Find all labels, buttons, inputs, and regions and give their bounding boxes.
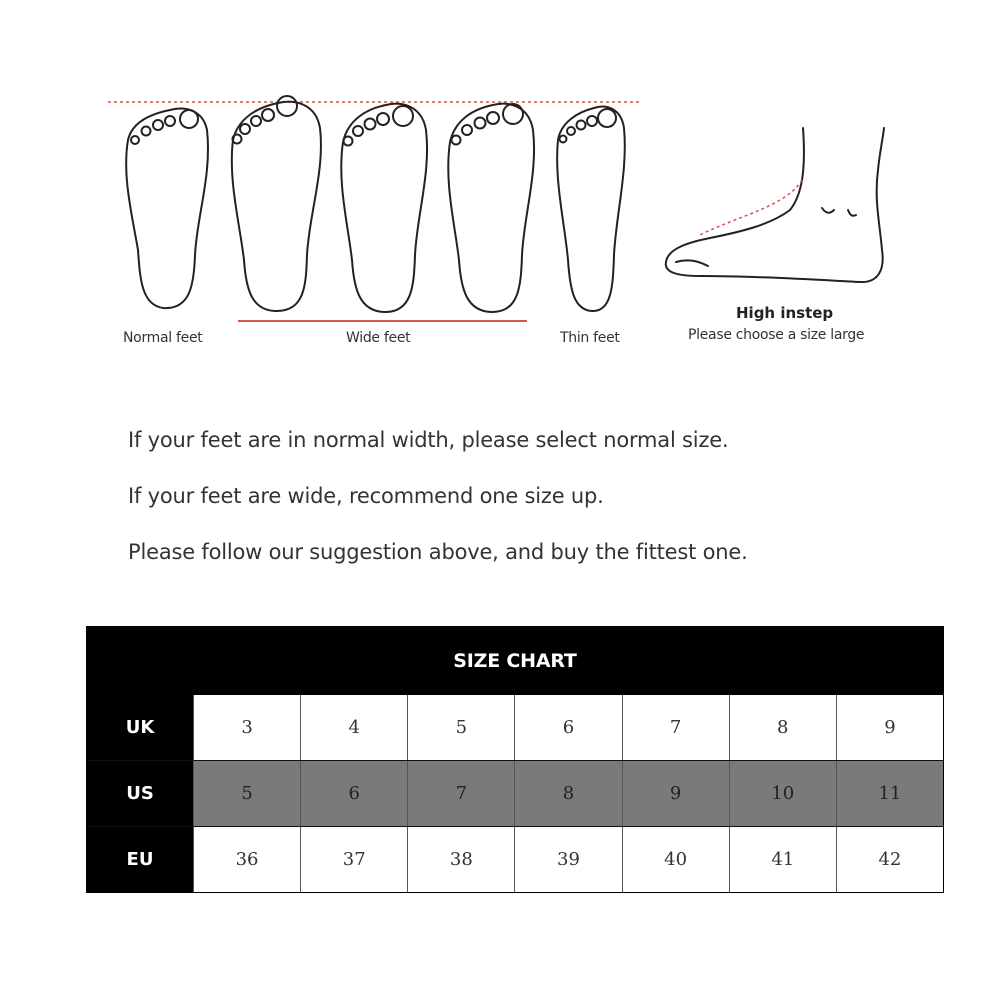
size-chart-table [86,626,944,893]
foot-shape-illustration [0,0,1000,380]
high-instep-foot-icon [666,128,884,282]
high-instep-note: Please choose a size large [688,327,865,343]
table-cell: 6 [514,695,621,760]
table-cell: 7 [622,695,729,760]
table-cell: 8 [514,761,621,826]
table-cell: 6 [300,761,407,826]
thin-foot-icon [557,107,625,311]
wide-foot-icon [448,104,534,312]
advice-normal-width: If your feet are in normal width, please select normal size. [128,428,729,452]
size-row-eu [87,826,943,892]
instep-guide [700,180,802,235]
size-chart-title: SIZE CHART [87,627,943,695]
table-cell: 42 [836,827,943,892]
normal-feet-caption: Normal feet [123,330,203,346]
table-cell: 9 [836,695,943,760]
table-cell: 9 [622,761,729,826]
size-row-us [87,760,943,826]
thin-feet-caption: Thin feet [560,330,620,346]
table-cell: 36 [193,827,300,892]
wide-foot-icon [341,104,427,312]
row-label-eu: EU [87,827,193,892]
table-cell: 5 [193,761,300,826]
high-instep-title: High instep [736,304,834,322]
advice-wide-feet: If your feet are wide, recommend one size up. [128,484,604,508]
table-cell: 4 [300,695,407,760]
size-row-uk [87,695,943,760]
normal-foot-icon [126,109,208,309]
table-cell: 5 [407,695,514,760]
table-cell: 7 [407,761,514,826]
row-label-us: US [87,761,193,826]
advice-fittest: Please follow our suggestion above, and buy the fittest one. [128,540,748,564]
wide-foot-icon [232,96,321,311]
table-cell: 41 [729,827,836,892]
table-cell: 3 [193,695,300,760]
wide-feet-caption: Wide feet [346,330,411,346]
table-cell: 38 [407,827,514,892]
table-cell: 10 [729,761,836,826]
table-cell: 39 [514,827,621,892]
row-label-uk: UK [87,695,193,760]
table-cell: 11 [836,761,943,826]
table-cell: 8 [729,695,836,760]
table-cell: 37 [300,827,407,892]
table-cell: 40 [622,827,729,892]
